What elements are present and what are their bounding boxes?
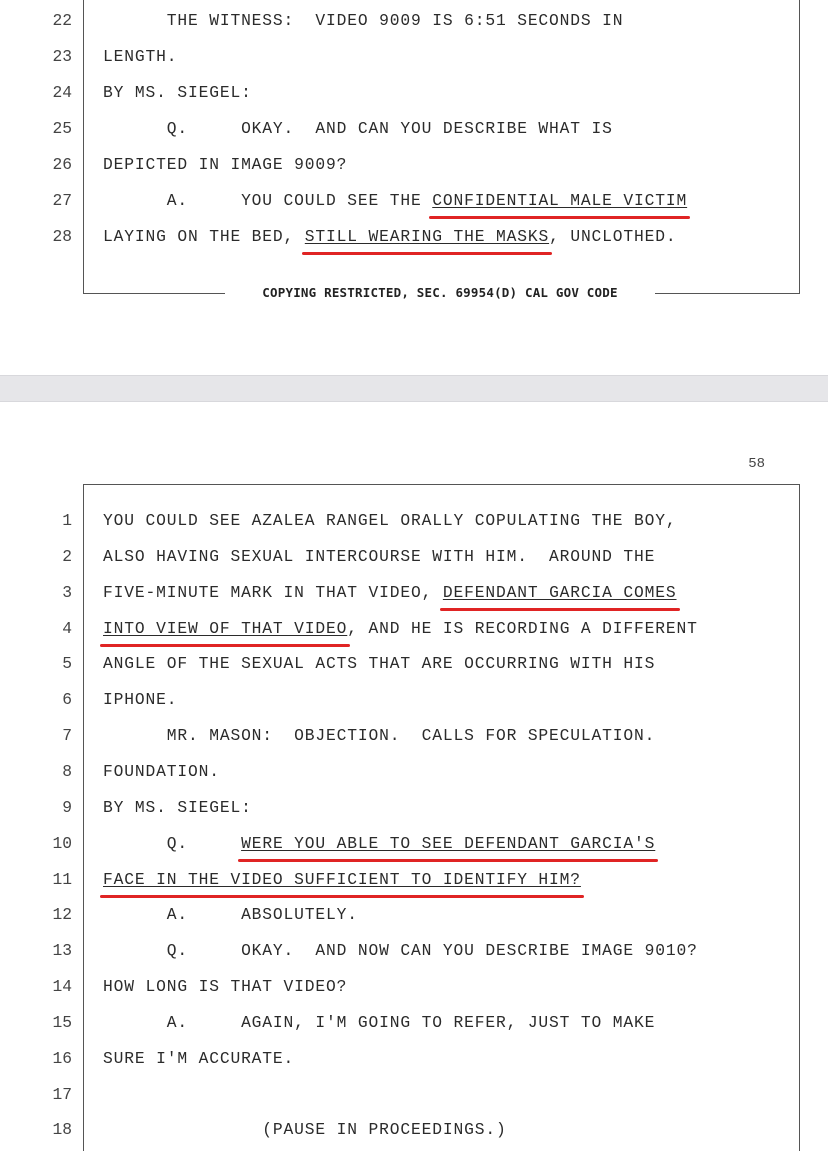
line-text	[103, 1117, 507, 1143]
transcript-page-top	[0, 0, 828, 375]
text-segment: ANGLE OF THE SEXUAL ACTS THAT ARE OCCURRING WITH HIS	[103, 654, 656, 674]
text-segment: , UNCLOTHED.	[549, 227, 677, 246]
line-number: 12	[52, 905, 72, 925]
text-segment: BY MS. SIEGEL:	[103, 797, 252, 817]
text-segment: A. AGAIN, I'M GOING TO REFER, JUST TO MAKE	[103, 1012, 656, 1032]
text-segment: BY MS. SIEGEL:	[103, 83, 252, 102]
line-number: 13	[52, 941, 72, 961]
line-text	[103, 687, 177, 713]
text-segment: Q.	[103, 833, 242, 853]
transcript-page-bottom	[0, 402, 828, 1151]
transcript-line	[0, 116, 828, 142]
line-text	[103, 651, 655, 677]
transcript-line	[0, 795, 828, 821]
transcript-line	[0, 616, 828, 642]
text-segment: , AND HE IS RECORDING A DIFFERENT	[347, 618, 698, 638]
highlighted-underline-text: DEFENDANT GARCIA COMES	[443, 580, 677, 606]
transcript-line	[0, 152, 828, 178]
line-number: 1	[62, 511, 72, 530]
line-text	[103, 1046, 294, 1072]
line-number: 2	[62, 546, 72, 566]
transcript-line	[0, 723, 828, 749]
line-text	[103, 795, 252, 821]
line-number: 18	[52, 1120, 72, 1140]
transcript-line	[0, 508, 828, 534]
line-text	[103, 508, 677, 534]
line-text	[103, 902, 358, 928]
line-text	[103, 723, 655, 749]
line-number: 24	[52, 83, 72, 102]
transcript-line	[0, 938, 828, 964]
line-text	[103, 616, 698, 642]
transcript-line	[0, 687, 828, 713]
line-text	[103, 152, 347, 178]
line-number: 26	[52, 155, 72, 174]
page-separator	[0, 375, 828, 402]
text-segment: FOUNDATION.	[103, 761, 220, 781]
line-text	[103, 831, 655, 857]
line-text	[103, 188, 687, 214]
line-number: 7	[62, 726, 72, 746]
line-number: 8	[62, 761, 72, 781]
transcript-line	[0, 44, 828, 70]
page-number: 58	[748, 456, 765, 472]
transcript-line	[0, 188, 828, 214]
transcript-line	[0, 224, 828, 250]
transcript-line	[0, 1082, 828, 1108]
transcript-line	[0, 580, 828, 606]
line-number: 4	[62, 618, 72, 638]
highlighted-underline-text: WERE YOU ABLE TO SEE DEFENDANT GARCIA'S	[241, 831, 655, 857]
line-text	[103, 224, 677, 250]
text-segment: Q. OKAY. AND CAN YOU DESCRIBE WHAT IS	[103, 119, 613, 138]
transcript-line	[0, 902, 828, 928]
line-text	[103, 974, 347, 1000]
text-segment: ALSO HAVING SEXUAL INTERCOURSE WITH HIM. AROUND THE	[103, 546, 656, 566]
transcript-line	[0, 759, 828, 785]
line-text	[103, 44, 177, 70]
transcript-line	[0, 1046, 828, 1072]
text-segment: (PAUSE IN PROCEEDINGS.)	[103, 1120, 507, 1140]
transcript-line	[0, 651, 828, 677]
text-segment: HOW LONG IS THAT VIDEO?	[103, 977, 348, 997]
text-segment: LAYING ON THE BED,	[103, 227, 305, 246]
highlighted-underline-text: STILL WEARING THE MASKS	[305, 224, 549, 250]
transcript-line	[0, 80, 828, 106]
line-number: 25	[52, 119, 72, 138]
highlighted-underline-text: INTO VIEW OF THAT VIDEO	[103, 616, 347, 642]
transcript-line	[0, 8, 828, 34]
line-text	[103, 580, 677, 606]
transcript-line	[0, 1117, 828, 1143]
line-number: 3	[62, 582, 72, 602]
line-number: 28	[52, 227, 72, 246]
line-text	[103, 938, 698, 964]
text-segment: YOU COULD SEE AZALEA RANGEL ORALLY COPULATING THE BOY,	[103, 511, 677, 530]
text-segment: LENGTH.	[103, 47, 178, 66]
text-segment: DEPICTED IN IMAGE 9009?	[103, 155, 348, 174]
line-number: 10	[52, 833, 72, 853]
line-number: 14	[52, 977, 72, 997]
line-number: 6	[62, 690, 72, 710]
line-number: 5	[62, 654, 72, 674]
line-text	[103, 867, 581, 893]
text-segment: Q. OKAY. AND NOW CAN YOU DESCRIBE IMAGE 9010?	[103, 941, 698, 961]
text-segment: MR. MASON: OBJECTION. CALLS FOR SPECULATION.	[103, 726, 656, 746]
transcript-line	[0, 544, 828, 570]
line-number: 11	[52, 869, 72, 889]
transcript-line	[0, 831, 828, 857]
line-number: 9	[62, 797, 72, 817]
highlighted-underline-text: CONFIDENTIAL MALE VICTIM	[432, 188, 687, 214]
line-text	[103, 8, 623, 34]
line-number: 15	[52, 1012, 72, 1032]
text-segment: A. YOU COULD SEE THE	[103, 191, 433, 210]
transcript-line	[0, 974, 828, 1000]
transcript-line	[0, 867, 828, 893]
line-number: 16	[52, 1048, 72, 1068]
copying-restricted-footer: COPYING RESTRICTED, SEC. 69954(D) CAL GOV CODE	[225, 283, 655, 303]
text-segment: SURE I'M ACCURATE.	[103, 1048, 295, 1068]
line-text	[103, 1010, 655, 1036]
text-segment: A. ABSOLUTELY.	[103, 905, 358, 925]
line-number: 22	[52, 11, 72, 30]
line-text	[103, 759, 220, 785]
text-segment: IPHONE.	[103, 690, 178, 710]
line-number: 23	[52, 47, 72, 66]
transcript-line	[0, 1010, 828, 1036]
line-text	[103, 544, 655, 570]
text-segment: FIVE-MINUTE MARK IN THAT VIDEO,	[103, 582, 443, 602]
text-segment: THE WITNESS: VIDEO 9009 IS 6:51 SECONDS IN	[103, 11, 624, 30]
line-text	[103, 116, 613, 142]
line-text	[103, 80, 252, 106]
line-number: 17	[52, 1084, 72, 1104]
highlighted-underline-text: FACE IN THE VIDEO SUFFICIENT TO IDENTIFY HIM?	[103, 867, 581, 893]
line-number: 27	[52, 191, 72, 210]
